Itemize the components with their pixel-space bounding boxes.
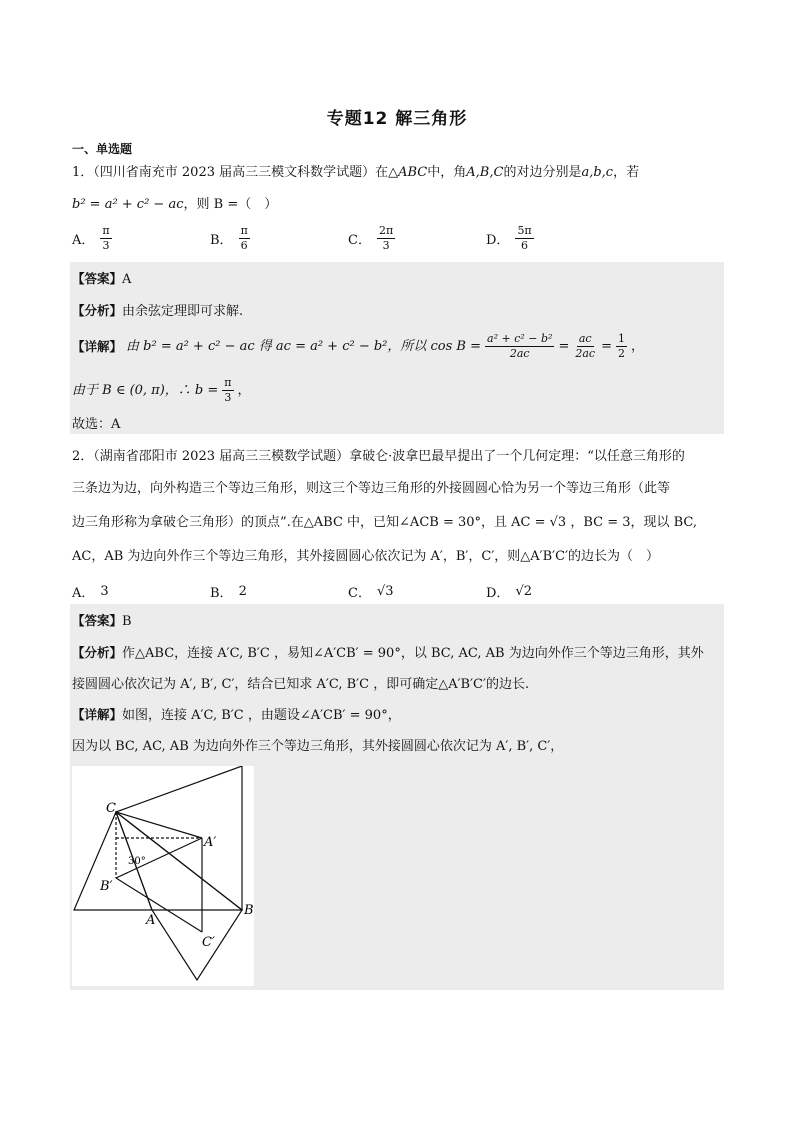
page-title: 专题12 解三角形 — [326, 109, 468, 129]
q1-condition: b² = a² + c² − ac — [72, 197, 184, 212]
q2-option-a[interactable] — [72, 582, 210, 601]
frac-den: 3 — [102, 239, 110, 252]
q2-option-b[interactable] — [210, 582, 348, 601]
option-value: √2 — [515, 584, 532, 599]
label-c: C — [106, 801, 116, 816]
q2-option-c[interactable] — [348, 582, 486, 601]
option-value: 2 — [238, 584, 247, 599]
q1-analysis — [72, 302, 243, 321]
frac-num: π — [224, 376, 232, 389]
detail-tag: 【详解】 — [72, 707, 123, 722]
q2-detail — [72, 706, 401, 725]
label-a: A — [146, 913, 156, 928]
frac-num: a² + c² − b² — [487, 332, 553, 345]
napoleon-triangle-diagram — [72, 766, 254, 986]
equilateral-triangle-ab — [152, 910, 242, 980]
option-label: A． — [72, 586, 95, 601]
q1-angles: A,B,C — [466, 165, 504, 180]
q1-option-b[interactable] — [210, 224, 348, 253]
option-label: C． — [348, 586, 371, 601]
q1-ask: ，则 B =（ ） — [183, 197, 278, 212]
q1-options — [72, 224, 692, 253]
q2-analysis — [72, 644, 704, 663]
label-b: B — [244, 903, 254, 918]
answer-tag: 【答案】 — [72, 271, 123, 286]
detail-text: 由于 B ∈ (0, π)，∴ b = — [72, 382, 219, 398]
q2-option-d[interactable] — [486, 582, 624, 601]
label-angle-30: 30° — [128, 856, 146, 867]
q1-condition-line — [72, 196, 277, 214]
option-value: √3 — [376, 584, 394, 599]
frac-num: 5π — [517, 224, 532, 237]
frac-den: 2ac — [575, 347, 596, 360]
q1-option-a[interactable] — [72, 224, 210, 253]
option-label: C． — [348, 233, 371, 248]
frac-num: π — [240, 224, 248, 237]
option-value: 3 — [100, 584, 109, 599]
q1-option-d[interactable] — [486, 224, 624, 253]
q1-triangle: △ABC — [388, 165, 428, 180]
q2-line-4: AC，AB 为边向外作三个等边三角形，其外接圆圆心依次记为 A′，B′，C′，则△A′B′C′的边长为（ ） — [72, 549, 660, 564]
analysis-text: 作△ABC，连接 A′C, B′C ，易知∠A′CB′ = 90°，以 BC, AC, AB 为边向外作三个等边三角形，其外 — [122, 646, 704, 661]
analysis-tag: 【分析】 — [72, 303, 123, 318]
detail-tag: 【详解】 — [72, 338, 123, 354]
q1-stem-b: 中，角 — [427, 165, 467, 180]
frac-num: 2π — [378, 224, 394, 237]
q1-stem-c: 的对边分别是 — [503, 165, 582, 180]
q1-stem-a: 1．（四川省南充市 2023 届高三三模文科数学试题）在 — [72, 165, 389, 180]
frac-den: 2 — [617, 347, 625, 360]
label-a-prime: A′ — [204, 835, 217, 850]
frac-num: 1 — [617, 332, 625, 345]
frac-den: 2ac — [509, 347, 530, 360]
answer-value: B — [122, 614, 132, 629]
segment-ca1 — [116, 812, 202, 838]
option-label: B． — [210, 233, 233, 248]
q2-line-3: 边三角形称为拿破仑三角形）的顶点”.在△ABC 中，已知∠ACB = 30°，且 AC = √3 ，BC = 3，现以 BC, — [72, 515, 698, 530]
answer-tag: 【答案】 — [72, 613, 123, 628]
q1-answer — [72, 270, 131, 289]
geometry-figure — [72, 766, 254, 986]
q2-options — [72, 582, 692, 601]
label-c-prime: C′ — [202, 935, 215, 950]
q2-detail-2: 因为以 BC, AC, AB 为边向外作三个等边三角形，其外接圆圆心依次记为 A′, B′, C′， — [72, 739, 564, 754]
section-heading: 一、单选题 — [72, 142, 133, 156]
q1-detail: 【详解】 由 b² = a² + c² − ac 得 ac = a² + c² − b²，所以 cos B = $\frac{\text{a² + c² − b²}}{2ac}$ = $\frac{ac}{2ac}$ = $\frac{1}{2}$ ， — [72, 332, 644, 360]
q1-stem — [72, 164, 639, 182]
q2-answer — [72, 612, 132, 631]
option-label: D． — [486, 586, 510, 601]
detail-text: 如图，连接 A′C, B′C ，由题设∠A′CB′ = 90°， — [122, 708, 401, 723]
q1-detail-2: 由于 B ∈ (0, π)，∴ b = $\frac{\pi}{3}$ ， — [72, 376, 251, 404]
frac-num: π — [102, 224, 110, 237]
analysis-text: 由余弦定理即可求解. — [122, 304, 244, 319]
frac-den: 6 — [240, 239, 248, 252]
option-label: D． — [486, 233, 510, 248]
q2-line-2: 三条边为边，向外构造三个等边三角形，则这三个等边三角形的外接圆圆心恰为另一个等边三角形（此等 — [72, 481, 671, 496]
frac-den: 6 — [521, 239, 529, 252]
answer-value: A — [122, 272, 132, 287]
frac-den: 3 — [382, 239, 390, 252]
label-b-prime: B′ — [100, 879, 113, 894]
frac-den: 3 — [224, 391, 232, 404]
q1-sides: a,b,c — [581, 165, 614, 180]
segment-b1c1 — [116, 878, 202, 932]
q2-analysis-2: 接圆圆心依次记为 A′, B′, C′，结合已知求 A′C, B′C ，即可确定△A′B′C′的边长. — [72, 677, 530, 692]
q1-stem-d: ，若 — [613, 165, 640, 180]
frac-num: ac — [578, 332, 592, 345]
analysis-tag: 【分析】 — [72, 645, 123, 660]
option-label: A． — [72, 233, 95, 248]
q1-select: 故选：A — [72, 417, 121, 432]
option-label: B． — [210, 586, 233, 601]
q2-line-1: 2．（湖南省邵阳市 2023 届高三三模数学试题）拿破仑·波拿巴最早提出了一个几何定理：“以任意三角形的 — [72, 449, 685, 464]
detail-text: 由 b² = a² + c² − ac 得 ac = a² + c² − b²，所以 cos B = — [126, 338, 482, 354]
q1-option-c[interactable] — [348, 224, 486, 253]
